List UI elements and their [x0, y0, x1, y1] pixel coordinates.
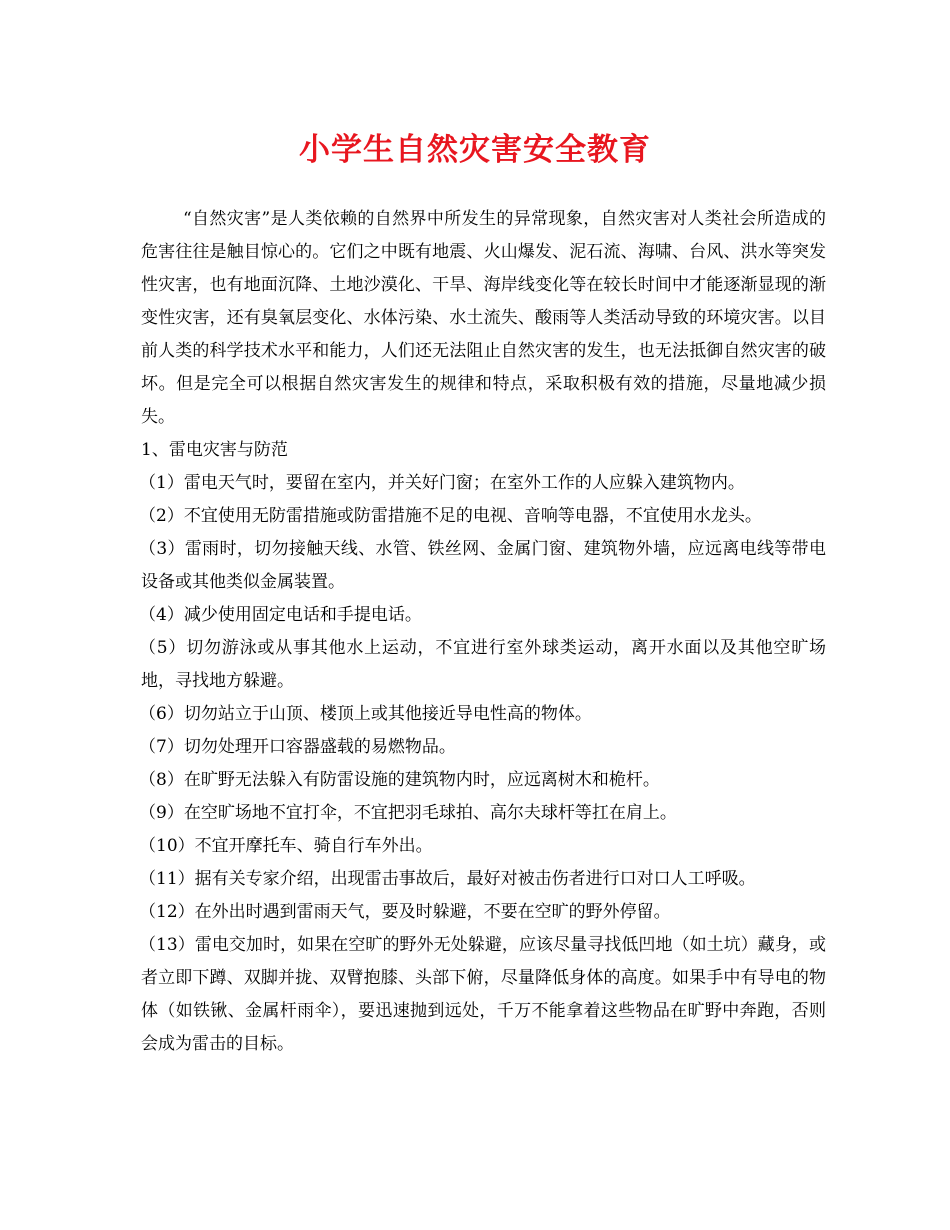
list-item-7: （7）切勿处理开口容器盛载的易燃物品。 — [139, 737, 456, 757]
section-heading: 1、雷电灾害与防范 — [141, 440, 288, 460]
document-body — [141, 203, 826, 1061]
list-item-6: （6）切勿站立于山顶、楼顶上或其他接近导电性高的物体。 — [139, 704, 592, 724]
document-title: 小学生自然灾害安全教育 — [299, 132, 651, 168]
list-item-2: （2）不宜使用无防雷措施或防雷措施不足的电视、音响等电器，不宜使用水龙头。 — [139, 506, 762, 526]
list-item-10: （10）不宜开摩托车、骑自行车外出。 — [139, 836, 433, 856]
list-item-8: （8）在旷野无法躲入有防雷设施的建筑物内时，应远离树木和桅杆。 — [139, 770, 660, 790]
list-item-3: （3）雷雨时，切勿接触天线、水管、铁丝网、金属门窗、建筑物外墙，应远离电线等带电设备或其他类似金属装置。 — [139, 539, 826, 592]
list-item-4: （4）减少使用固定电话和手提电话。 — [139, 605, 422, 625]
list-item-13: （13）雷电交加时，如果在空旷的野外无处躲避，应该尽量寻找低凹地（如土坑）藏身，或者立即下蹲、双脚并拢、双臂抱膝、头部下俯，尽量降低身体的高度。如果手中有导电的物体（如铁锹、金属杆雨伞），要迅速抛到远处，千万不能拿着这些物品在旷野中奔跑，否则会成为雷击的目标。 — [139, 935, 826, 1054]
list-item-5: （5）切勿游泳或从事其他水上运动，不宜进行室外球类运动，离开水面以及其他空旷场地，寻找地方躲避。 — [139, 638, 826, 691]
intro-paragraph: “自然灾害”是人类依赖的自然界中所发生的异常现象，自然灾害对人类社会所造成的危害往往是触目惊心的。它们之中既有地震、火山爆发、泥石流、海啸、台风、洪水等突发性灾害，也有地面沉降、土地沙漠化、干旱、海岸线变化等在较长时间中才能逐渐显现的渐变性灾害，还有臭氧层变化、水体污染、水土流失、酸雨等人类活动导致的环境灾害。以目前人类的科学技术水平和能力，人们还无法阻止自然灾害的发生，也无法抵御自然灾害的破坏。但是完全可以根据自然灾害发生的规律和特点，采取积极有效的措施，尽量地减少损失。 — [141, 209, 826, 427]
list-item-9: （9）在空旷场地不宜打伞，不宜把羽毛球拍、高尔夫球杆等扛在肩上。 — [139, 803, 677, 823]
list-item-11: （11）据有关专家介绍，出现雷击事故后，最好对被击伤者进行口对口人工呼吸。 — [139, 869, 756, 889]
list-item-1: （1）雷电天气时，要留在室内，并关好门窗；在室外工作的人应躲入建筑物内。 — [139, 473, 745, 493]
list-item-12: （12）在外出时遇到雷雨天气，要及时躲避，不要在空旷的野外停留。 — [139, 902, 671, 922]
